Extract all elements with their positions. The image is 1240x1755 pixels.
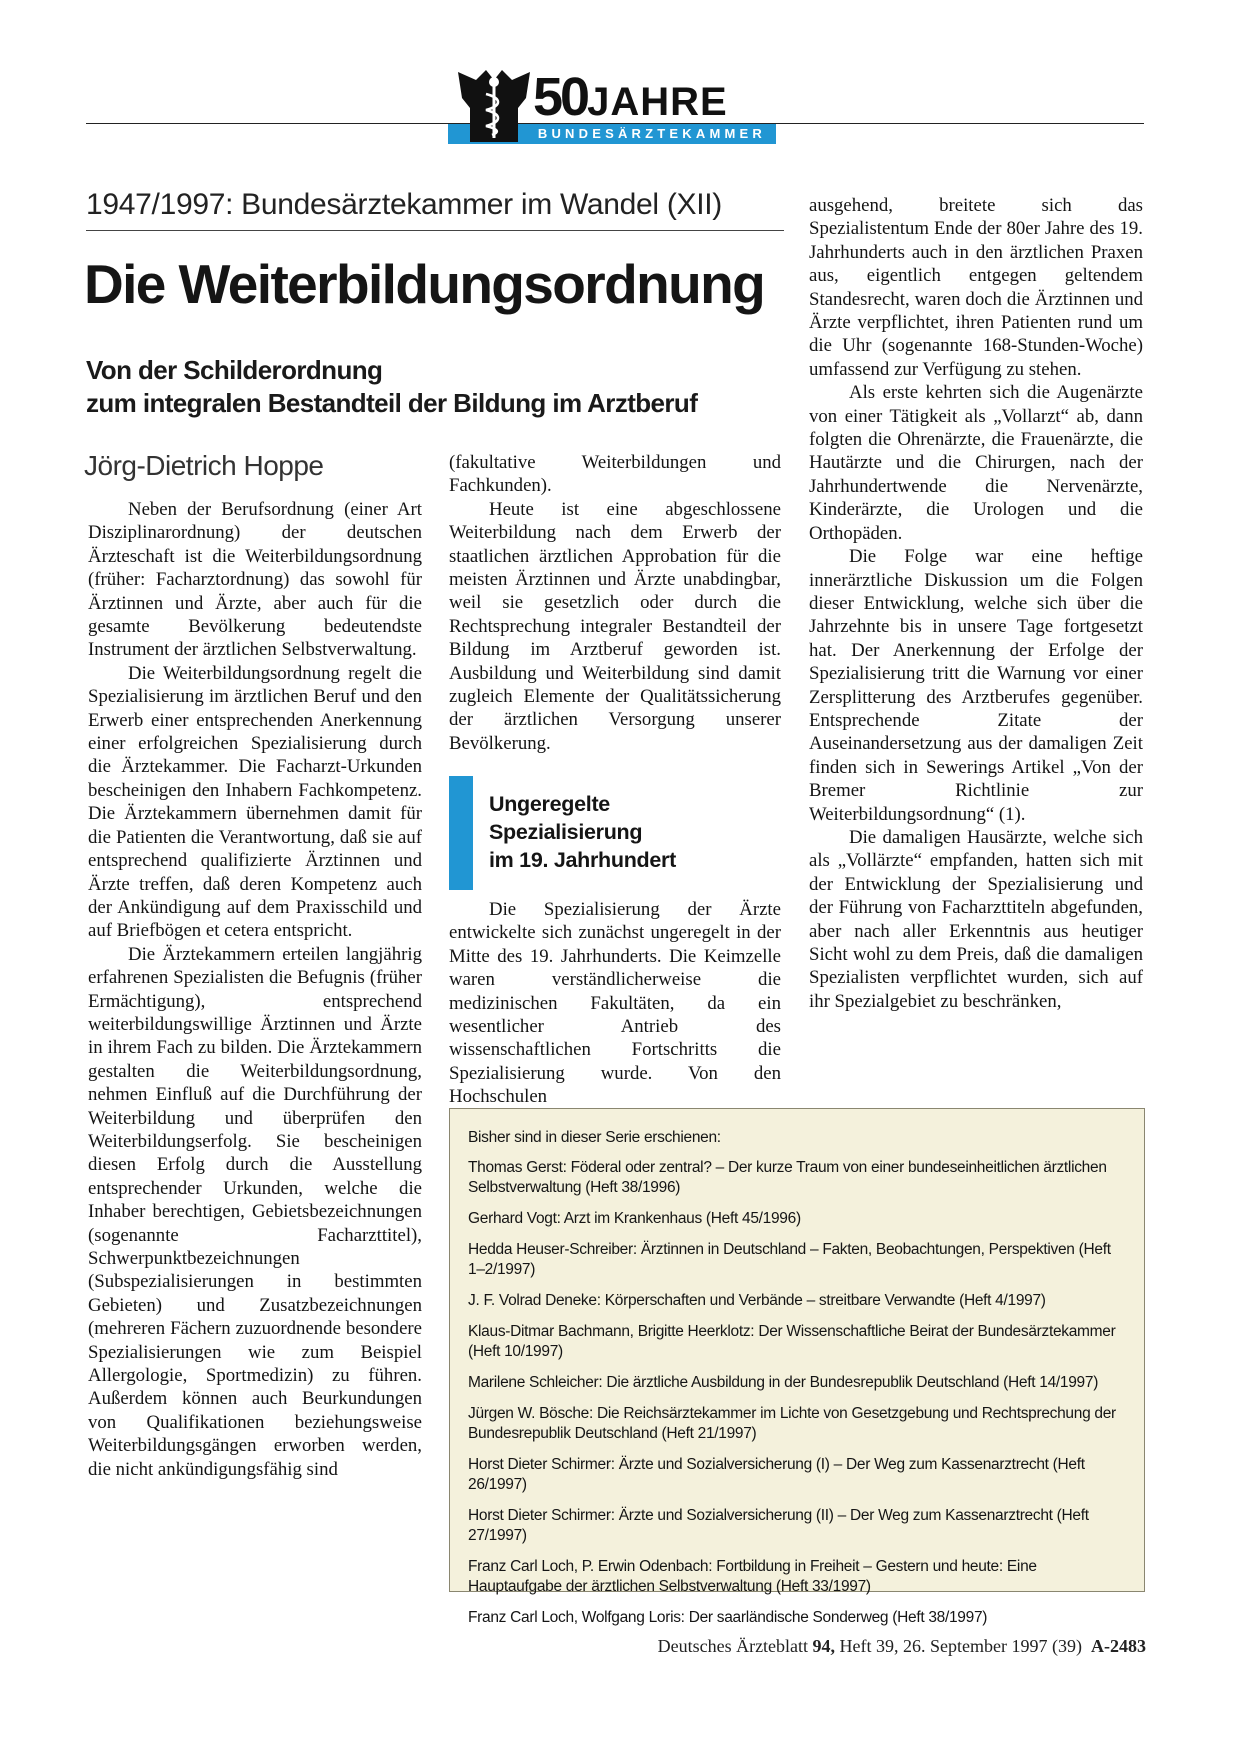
series-info-box [449,1108,1145,1626]
volume-number: 94, [812,1636,836,1656]
paragraph: Die damaligen Hausärzte, welche sich als „Vollärzte“ empfanden, hatten sich mit der Entwicklung der Spezialisierung und der Führung von Facharzttiteln abgefunden, aber nach aller Erkenntnis aus heutiger Sicht wohl zu dem Preis, daß die damaligen Spezialisten verpflichtet wurden, sich auf ihr Spezialgebiet zu beschränken, [809,826,1143,1012]
paragraph: (fakultative Weiterbildungen und Fachkunden). [449,452,781,497]
series-list-item: Horst Dieter Schirmer: Ärzte und Sozialversicherung (II) – Der Weg zum Kassenarztrecht (Heft 27/1997) [468,1507,1089,1544]
paragraph: Die Ärztekammern erteilen langjährig erfahrenen Spezialisten die Befugnis (früher Ermächtigung), entsprechend weiterbildungswillige Ärztinnen und Ärzte in ihrem Fach zu bilden. Die Ärztekammern gestalten die Weiterbildungsordnung, nehmen Einfluß auf die Durchführung der Weiterbildung und überprüfen den Weiterbildungserfolg. Sie bescheinigen diesen Erfolg durch die Ausstellung entsprechender Urkunden, welche die Inhaber berechtigen, Gebietsbezeichnungen (sogenannte Facharzttitel), Schwerpunktbezeichnungen (Subspezialisierungen in bestimmten Gebieten) und Zusatzbezeichnungen (mehreren Fächern zuzuordnende besondere Spezialisierungen wie zum Beispiel Allergologie, Sportmedizin) zu führen. Außerdem können auch Beurkundungen von Qualifikationen beziehungsweise Weiterbildungsgängen erworben werden, die nicht ankündigungsfähig sind [88,943,422,1480]
paragraph: Neben der Berufsordnung (einer Art Disziplinarordnung) der deutschen Ärzteschaft ist die Weiterbildungsordnung (früher: Facharztordnung) das sowohl für Ärztinnen und Ärzte, aber auch für die gesamte Bevölkerung bedeutendste Instrument der ärztlichen Selbstverwaltung. [88,499,422,661]
section-heading-bar [449,776,473,890]
section-heading [449,776,779,890]
paragraph: Die Folge war eine heftige innerärztliche Diskussion um die Folgen dieser Entwicklung, welche sich über die Jahrzehnte bis in unsere Tage fortgesetzt hat. Der Anerkennung der Erfolge der Spezialisierung tritt die Warnung vor einer Zersplitterung des Arztberufes gegenüber. Entsprechende Zitate der Auseinandersetzung aus der damaligen Zeit finden sich in Sewerings Artikel „Von der Bremer Richtlinie zur Weiterbildungsordnung“ (1). [809,546,1143,825]
series-title: 1947/1997: Bundesärztekammer im Wandel (XII) [86,188,722,221]
paragraph: Die Spezialisierung der Ärzte entwickelte sich zunächst ungeregelt in der Mitte des 19. Jahrhunderts. Die Keimzelle waren verständlicherweise die medizinischen Fakultäten, da ein wesentlicher Antrieb des wissenschaftlichen Fortschritts die Spezialisierung wurde. Von den Hochschulen [449,899,781,1108]
journal-name: Deutsches Ärzteblatt [657,1636,809,1656]
series-list-item: Franz Carl Loch, P. Erwin Odenbach: Fortbildung in Freiheit – Gestern und heute: Eine Hauptaufgabe der ärztlichen Selbstverwaltung (Heft 33/1997) [468,1558,1037,1595]
body-column-2-bottom [449,898,781,1109]
series-list-item: Horst Dieter Schirmer: Ärzte und Sozialversicherung (I) – Der Weg zum Kassenarztrecht (Heft 26/1997) [468,1456,1085,1493]
title-divider [86,230,784,231]
article-subtitle [86,354,786,420]
paragraph: Als erste kehrten sich die Augenärzte von einer Tätigkeit als „Vollarzt“ ab, dann folgten die Ohrenärzte, die Frauenärzte, die Hautärzte und die Chirurgen, nach der Jahrhundertwende die Nervenärzte, Kinderärzte, die Urologen und die Orthopäden. [809,382,1143,544]
paragraph: Die Weiterbildungsordnung regelt die Spezialisierung im ärztlichen Beruf und den Erwerb einer entsprechenden Anerkennung einer erfolgreichen Spezialisierung durch die Ärztekammer. Die Facharzt-Urkunden bescheinigen den Inhabern Fachkompetenz. Die Ärztekammern übernehmen damit für die Patienten die Verantwortung, daß sie auf entsprechend qualifizierte Ärztinnen und Ärzte treffen, daß deren Kompetenz auch der Ankündigung auf dem Praxisschild und auf Briefbögen et cetera entspricht. [88,662,422,942]
series-list-item: J. F. Volrad Deneke: Körperschaften und Verbände – streitbare Verwandte (Heft 4/1997) [468,1292,1046,1309]
series-list-item: Marilene Schleicher: Die ärztliche Ausbildung in der Bundesrepublik Deutschland (Heft 14/1997) [468,1374,1099,1391]
masthead-word: JAHRE [587,80,728,124]
caduceus-eagle-icon [456,68,532,142]
subtitle-line-1: Von der Schilderordnung [86,355,383,385]
body-column-2-top [449,451,781,755]
series-list-item: Gerhard Vogt: Arzt im Krankenhaus (Heft 45/1996) [468,1210,801,1227]
paragraph: Heute ist eine abgeschlossene Weiterbildung nach dem Erwerb der staatlichen ärztlichen Approbation für die meisten Ärztinnen und Ärzte unabdingbar, weil sie gesetzlich oder durch die Rechtsprechung integraler Bestandteil der Bildung im Arztberuf geworden ist. Ausbildung und Weiterbildung sind damit zugleich Elemente der Qualitätssicherung der ärztlichen Versorgung unserer Bevölkerung. [449,498,781,754]
section-heading-line-1: Ungeregelte [489,792,610,816]
page-number: A-2483 [1091,1636,1146,1656]
series-list-item: Klaus-Ditmar Bachmann, Brigitte Heerklotz: Der Wissenschaftliche Beirat der Bundesärztekammer (Heft 10/1997) [468,1323,1116,1360]
masthead-logo [533,67,728,127]
series-list-item: Thomas Gerst: Föderal oder zentral? – Der kurze Traum von einer bundeseinheitlichen ärztlichen Selbstverwaltung (Heft 38/1996) [468,1159,1107,1196]
series-list-item: Franz Carl Loch, Wolfgang Loris: Der saarländische Sonderweg (Heft 38/1997) [468,1609,988,1626]
masthead-number: 50 [533,67,588,127]
section-heading-line-2: Spezialisierung [489,820,643,844]
paragraph: ausgehend, breitete sich das Spezialistentum Ende der 80er Jahre des 19. Jahrhunderts auch in den ärztlichen Praxen aus, eigentlich entgegen geltendem Standesrecht, waren doch die Ärztinnen und Ärzte verpflichtet, ihren Patienten rund um die Uhr (sogenannte 168-Stunden-Woche) umfassend zur Verfügung zu stehen. [809,195,1143,380]
masthead-band: BUNDESÄRZTEKAMMER [448,124,776,144]
body-column-3 [809,194,1143,1013]
author-name: Jörg-Dietrich Hoppe [84,450,324,481]
article-title: Die Weiterbildungsordnung [84,253,765,315]
body-column-1 [88,498,422,1481]
section-heading-text [489,790,779,874]
subtitle-line-2: zum integralen Bestandteil der Bildung im Arztberuf [86,388,698,418]
series-list-item: Hedda Heuser-Schreiber: Ärztinnen in Deutschland – Fakten, Beobachtungen, Perspektiven (Heft 1–2/1997) [468,1241,1111,1278]
issue-date: Heft 39, 26. September 1997 (39) [839,1636,1082,1656]
series-box-heading: Bisher sind in dieser Serie erschienen: [468,1129,721,1146]
series-list-item: Jürgen W. Bösche: Die Reichsärztekammer im Lichte von Gesetzgebung und Rechtsprechung der Bundesrepublik Deutschland (Heft 21/1997) [468,1405,1116,1442]
section-heading-line-3: im 19. Jahrhundert [489,848,676,872]
page-footer [586,1636,1146,1657]
